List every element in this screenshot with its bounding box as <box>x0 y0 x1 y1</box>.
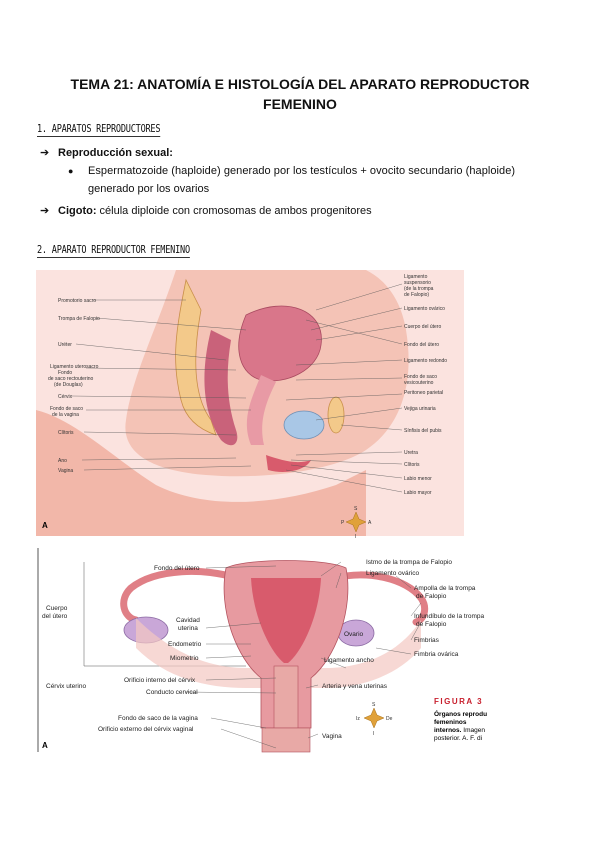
label-lig-ovarico: Ligamento ovárico <box>404 306 445 312</box>
label-istmo: Istmo de la trompa de Falopio <box>366 559 452 566</box>
bullet-cigoto <box>40 202 372 220</box>
arrow-bullet-icon: ➔ <box>40 205 50 217</box>
label-cavidad: Cavidad <box>176 617 200 624</box>
section-heading-1: 1. APARATOS REPRODUCTORES <box>37 122 161 135</box>
sub-bullet-line-2: generado por los ovarios <box>88 183 210 195</box>
label-vagina: Vagina <box>58 468 74 474</box>
svg-text:I: I <box>355 534 357 540</box>
compass-rose-icon <box>356 702 393 737</box>
label-labio-mayor: Labio mayor <box>404 490 432 496</box>
caption-title: FIGURA 3 <box>434 697 484 706</box>
svg-text:S: S <box>354 506 358 512</box>
label-conducto-cervical: Conducto cervical <box>146 689 198 696</box>
label-fondo: Fondo <box>58 370 73 376</box>
caption-line-1: Órganos reprodu <box>434 711 488 718</box>
label-infundibulo-falopio: de Falopio <box>416 621 447 628</box>
label-cervix: Cérvix <box>58 394 73 400</box>
label-fondo-utero: Fondo del útero <box>404 342 440 348</box>
label-fondo-saco: Fondo de saco <box>50 406 84 412</box>
label-uretra: Uretra <box>404 450 418 456</box>
label-lig-redondo: Ligamento redondo <box>404 358 448 364</box>
label-vagina-b: Vagina <box>322 733 342 740</box>
label-de-falopio: de Falopio) <box>404 292 430 298</box>
caption-line-4: posterior. A. F. di <box>434 735 483 742</box>
label-fondo-utero-b: Fondo del útero <box>154 565 200 572</box>
svg-text:P: P <box>341 520 345 526</box>
label-vesicouterino: vesicouterino <box>404 380 434 386</box>
label-ureter: Uréter <box>58 342 72 348</box>
panel-letter: A <box>42 521 48 530</box>
label-ano: Ano <box>58 458 67 464</box>
caption-line-3: internos. Imagen <box>434 727 485 734</box>
panel-letter: A <box>42 741 48 750</box>
label-de-la-vagina: de la vagina <box>52 412 79 418</box>
label-clitoris-left: Clítoris <box>58 430 74 436</box>
section-heading-2: 2. APARATO REPRODUCTOR FEMENINO <box>37 243 190 256</box>
label-fondo-saco-r: Fondo de saco <box>404 374 438 380</box>
label-fimbria-ovarica: Fimbria ovárica <box>414 651 459 658</box>
caption-line-2: femeninos <box>434 719 467 726</box>
bladder <box>284 411 324 439</box>
label-fimbrias: Fimbrias <box>414 637 439 644</box>
label-de-la-trompa: (de la trompa <box>404 286 434 292</box>
label-lig-ovarico-b: Ligamento ovárico <box>366 570 420 577</box>
label-ampolla-falopio: de Falopio <box>416 593 447 600</box>
label-orificio-interno: Orificio interno del cérvix <box>124 677 196 684</box>
label-suspensorio: suspensorio <box>404 280 431 286</box>
bullet-reproduction <box>40 144 173 162</box>
label-endometrio: Endometrio <box>168 641 202 648</box>
svg-text:S: S <box>372 702 376 708</box>
bullet-label: Cigoto: <box>58 205 97 217</box>
vagina-b <box>262 728 310 752</box>
label-orificio-externo: Orificio externo del cérvix vaginal <box>98 726 194 733</box>
cervix <box>274 666 298 728</box>
label-lig-uterosacro: Ligamento uterosacro <box>50 364 99 370</box>
svg-text:I: I <box>373 731 375 737</box>
sagittal-anatomy-figure <box>36 270 464 540</box>
label-vejiga: Vejiga urinaria <box>404 406 436 412</box>
bullet-label: Reproducción sexual: <box>58 147 173 159</box>
label-cuerpo-utero: Cuerpo del útero <box>404 324 442 330</box>
label-sinfisis: Sínfisis del pubis <box>404 428 442 434</box>
label-ampolla: Ampolla de la trompa <box>414 585 476 592</box>
label-cuerpo: Cuerpo <box>46 605 68 612</box>
svg-text:De: De <box>386 716 393 722</box>
label-ligamento: Ligamento <box>404 274 428 280</box>
label-arteria-vena: Arteria y vena uterinas <box>322 683 388 690</box>
sub-bullet <box>68 162 558 198</box>
label-douglas: (de Douglas) <box>54 382 83 388</box>
left-fallopian-tube <box>124 571 236 620</box>
svg-text:A: A <box>368 520 372 526</box>
label-cervix-uterino: Cérvix uterino <box>46 683 87 690</box>
page-title <box>40 74 560 114</box>
label-labio-menor: Labio menor <box>404 476 432 482</box>
arrow-bullet-icon: ➔ <box>40 147 50 159</box>
right-fallopian-tube <box>336 575 425 622</box>
label-lig-ancho: Ligamento ancho <box>324 657 374 664</box>
label-trompa: Trompa de Falopio <box>58 316 100 322</box>
title-line-1: TEMA 21: ANATOMÍA E HISTOLOGÍA DEL APARATO REPRODUCTOR <box>70 76 530 92</box>
label-saco-rectouterino: de saco rectouterino <box>48 376 94 382</box>
label-uterina: uterina <box>178 625 198 632</box>
svg-text:Iz: Iz <box>356 716 360 722</box>
dot-bullet-icon: ● <box>68 166 74 176</box>
sub-bullet-line-1: Espermatozoide (haploide) generado por los testículos + ovocito secundario (haploide) <box>88 165 516 177</box>
bullet-text: célula diploide con cromosomas de ambos progenitores <box>96 205 372 217</box>
label-miometrio: Miometrio <box>170 655 199 662</box>
label-infundibulo: Infundíbulo de la trompa <box>414 613 485 620</box>
uterus-posterior-figure <box>36 548 500 752</box>
label-del-utero: del útero <box>42 613 68 620</box>
label-fondo-saco-vagina: Fondo de saco de la vagina <box>118 715 198 722</box>
pubic-bone <box>328 397 344 433</box>
label-peritoneo: Peritoneo parietal <box>404 390 444 396</box>
title-line-2: FEMENINO <box>263 96 337 112</box>
label-promontorio: Promotorio sacro <box>58 298 97 304</box>
label-clitoris-right: Clítoris <box>404 462 420 468</box>
label-ovario: Ovario <box>344 631 364 638</box>
figure-caption <box>434 697 487 742</box>
